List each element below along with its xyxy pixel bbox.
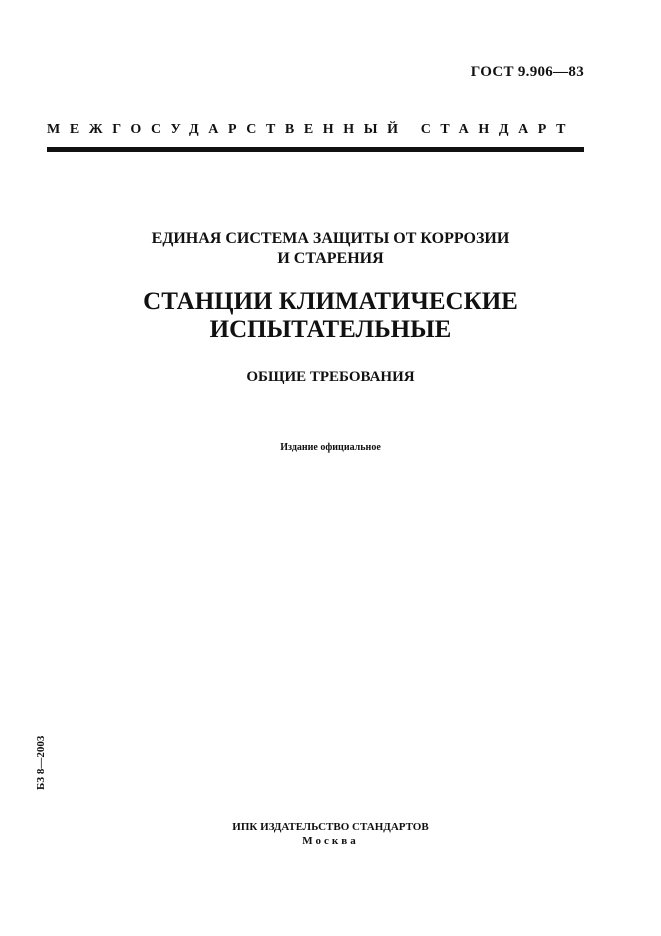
publisher-city: Москва (302, 835, 359, 847)
main-title-line-2: ИСПЫТАТЕЛЬНЫЕ (209, 316, 452, 343)
standard-type-heading: МЕЖГОСУДАРСТВЕННЫЙ СТАНДАРТ (47, 122, 576, 137)
document-number: ГОСТ 9.906—83 (470, 64, 584, 80)
series-title-line-2: И СТАРЕНИЯ (277, 250, 384, 267)
publisher-block (0, 820, 661, 848)
series-title (0, 229, 661, 269)
main-title (0, 288, 661, 344)
edition-label: Издание официальное (280, 442, 381, 453)
series-title-line-1: ЕДИНАЯ СИСТЕМА ЗАЩИТЫ ОТ КОРРОЗИИ (151, 230, 510, 247)
publisher-name: ИПК ИЗДАТЕЛЬСТВО СТАНДАРТОВ (232, 821, 429, 833)
main-title-line-1: СТАНЦИИ КЛИМАТИЧЕСКИЕ (143, 288, 518, 315)
heading-rule (47, 147, 584, 152)
subtitle: ОБЩИЕ ТРЕБОВАНИЯ (246, 369, 415, 385)
catalog-code: БЗ 8—2003 (35, 735, 47, 790)
